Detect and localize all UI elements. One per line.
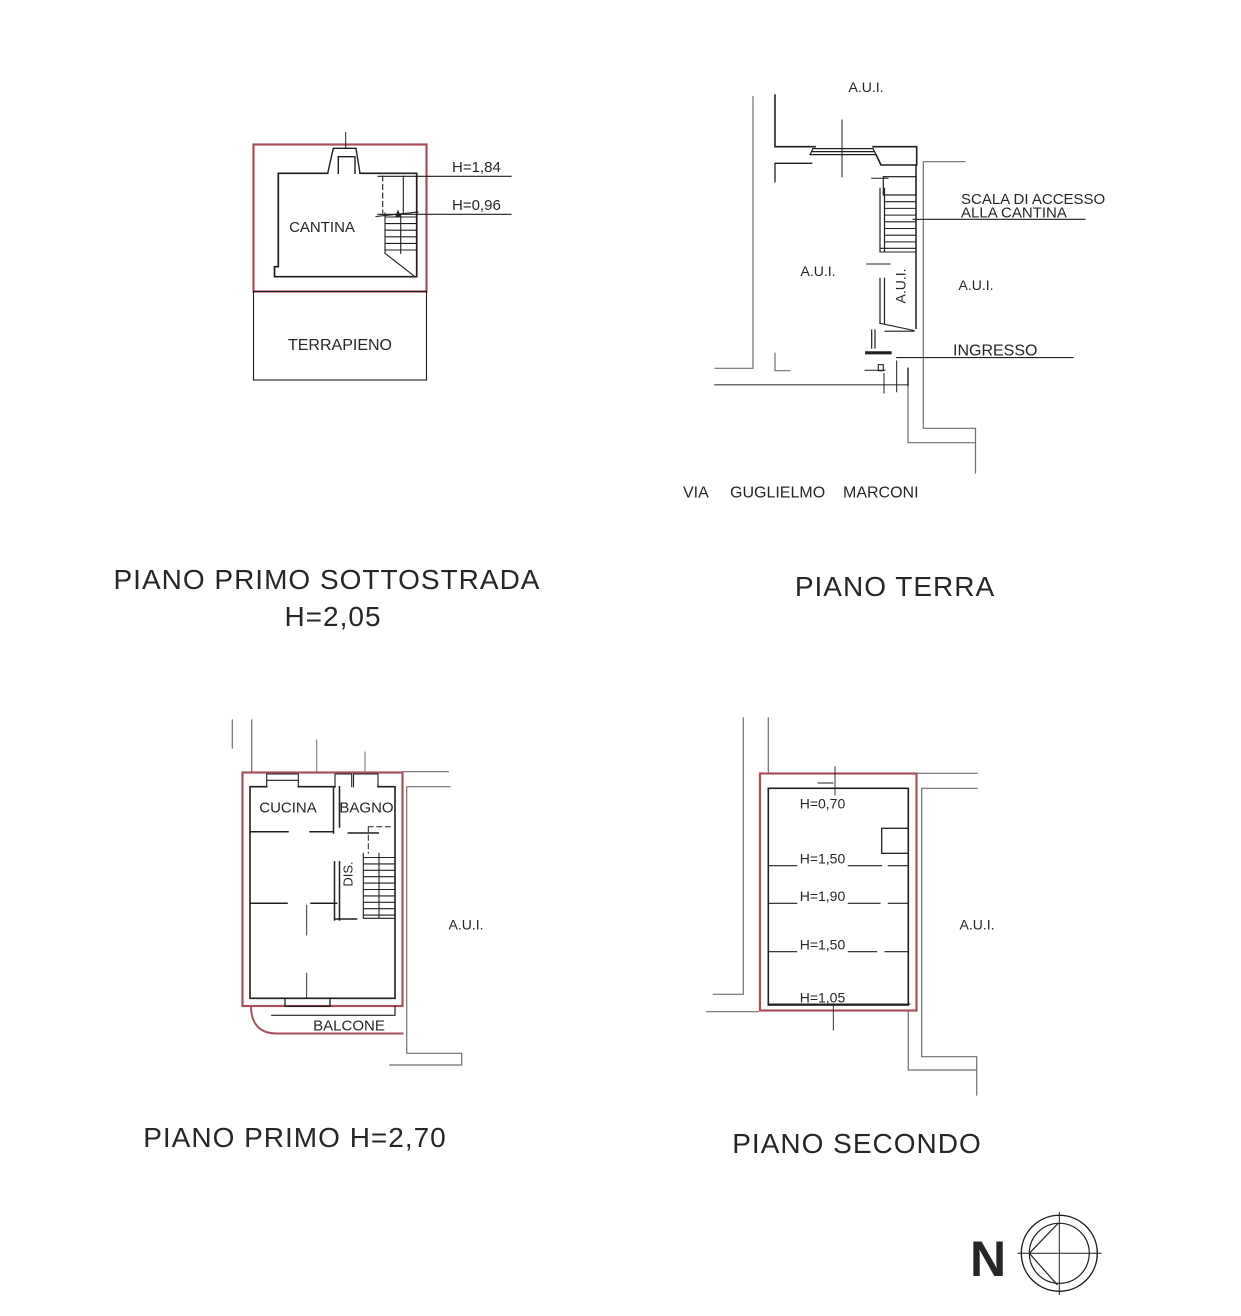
level-h150b: H=1,50 (799, 936, 846, 953)
ingresso-label: INGRESSO (953, 342, 1038, 360)
title-sottostrada: PIANO PRIMO SOTTOSTRADA (113, 564, 541, 595)
level-h190: H=1,90 (799, 888, 846, 904)
bagno-label: BAGNO (339, 799, 394, 817)
primo-dashed-opening (368, 827, 391, 854)
terra-stair-rails (880, 188, 885, 251)
secondo-chimney-box (882, 828, 909, 853)
street-word-marconi: MARCONI (843, 484, 919, 502)
terra-context-lines (715, 97, 976, 473)
compass-needle-triangle (1029, 1224, 1058, 1285)
terra-entrance-rails (872, 330, 875, 348)
dim-h184: H=1,84 (452, 159, 501, 176)
aui-right-label-secondo: A.U.I. (959, 916, 995, 933)
aui-right-label: A.U.I. (958, 277, 994, 293)
aui-corridor-label: A.U.I. (892, 268, 909, 304)
title-piano-terra: PIANO TERRA (794, 571, 996, 602)
cantina-label: CANTINA (289, 219, 355, 236)
balcone-label: BALCONE (313, 1017, 385, 1035)
terra-inner-corner (775, 163, 812, 181)
plan-piano-primo-sottostrada (114, 133, 541, 633)
terra-corridor-walls (880, 278, 885, 323)
primo-top-ticks (317, 740, 365, 773)
terrapieno-label: TERRAPIENO (287, 337, 393, 354)
stair-access-label-2: ALLA CANTINA (961, 204, 1067, 222)
terra-stair-treads (880, 195, 916, 252)
stair-access-label-1: SCALA DI ACCESSO (961, 191, 1106, 208)
stair-landing (883, 177, 916, 195)
title-sottostrada-height: H=2,05 (284, 601, 382, 632)
plan-piano-terra (683, 79, 1105, 602)
stair-lines (376, 176, 418, 277)
level-h150a: H=1,50 (799, 850, 846, 867)
primo-stair-lines (363, 853, 395, 918)
terra-door-swing (880, 323, 914, 331)
title-piano-secondo: PIANO SECONDO (732, 1128, 982, 1159)
plan-piano-secondo (707, 718, 995, 1159)
terrapieno-outline (254, 292, 427, 381)
dim-h096: H=0,96 (452, 197, 501, 214)
title-piano-primo: PIANO PRIMO H=2,70 (143, 1122, 447, 1153)
plan-piano-primo (143, 720, 483, 1153)
chimney-shape (328, 148, 360, 173)
dis-label: DIS. (340, 861, 356, 887)
primo-perimeter-walls (250, 787, 395, 999)
balcony-slab-line (272, 1006, 395, 1015)
north-letter: N (969, 1231, 1007, 1287)
primo-windows (267, 774, 378, 787)
terra-entrance-ticks (865, 361, 897, 393)
secondo-level-lines (768, 866, 910, 1004)
street-word-via: VIA (683, 484, 709, 502)
aui-left-label: A.U.I. (800, 263, 836, 279)
level-h070: H=0,70 (799, 795, 846, 812)
terra-door-lintel (810, 149, 876, 155)
cucina-label: CUCINA (259, 799, 317, 817)
level-h105: H=1,05 (799, 989, 846, 1006)
compass-crosshair (1018, 1213, 1101, 1295)
north-compass (970, 1213, 1101, 1295)
aui-top-label: A.U.I. (848, 79, 884, 95)
street-word-guglielmo: GUGLIELMO (730, 484, 826, 502)
aui-right-label-primo: A.U.I. (448, 916, 484, 933)
